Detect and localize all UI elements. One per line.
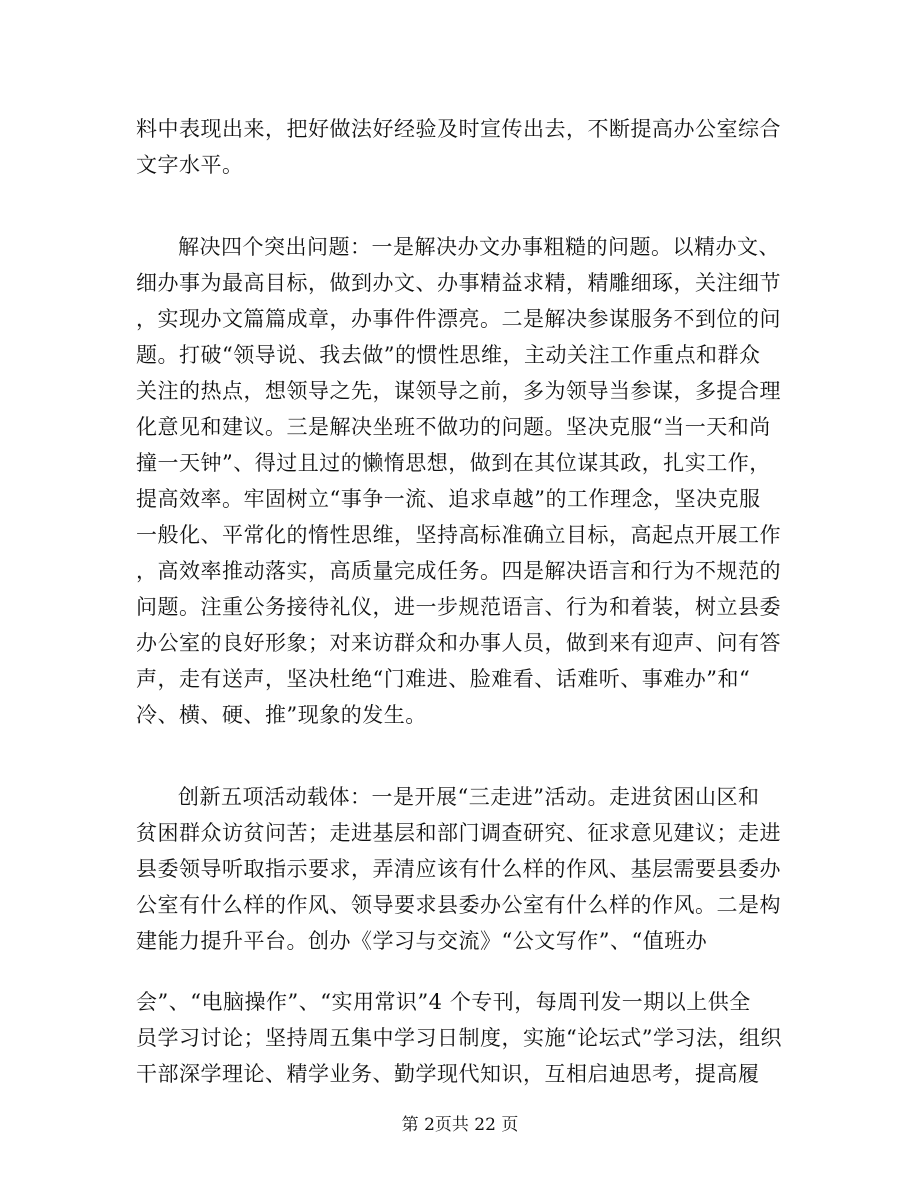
paragraph-line: 题。打破“领导说、我去做”的惯性思维，主动关注工作重点和群众 <box>136 343 761 367</box>
paragraph-line: 关注的热点，想领导之先，谋领导之前，多为领导当参谋，多提合理 <box>136 379 781 403</box>
paragraph-line: 会”、“电脑操作”、“实用常识”4 个专刊，每周刊发一期以上供全 <box>136 990 751 1014</box>
paragraph-line: 提高效率。牢固树立“事争一流、追求卓越”的工作理念，坚决克服 <box>136 487 761 511</box>
paragraph-line: 办公室的良好形象；对来访群众和办事人员，做到来有迎声、问有答 <box>136 631 781 655</box>
paragraph-line: 问题。注重公务接待礼仪，进一步规范语言、行为和着装，树立县委 <box>136 595 781 619</box>
paragraph-line: 公室有什么样的作风、领导要求县委办公室有什么样的作风。二是构 <box>136 893 781 917</box>
paragraph-line: 建能力提升平台。创办《学习与交流》“公文写作”、“值班办 <box>136 929 708 953</box>
paragraph-line: 声，走有送声，坚决杜绝“门难进、脸难看、话难听、事难办”和“ <box>136 667 751 691</box>
footer-prefix: 第 <box>401 1115 425 1135</box>
paragraph-line: 料中表现出来，把好做法好经验及时宣传出去，不断提高办公室综合 <box>136 117 781 141</box>
paragraph-line: 员学习讨论；坚持周五集中学习日制度，实施“论坛式”学习法，组织 <box>136 1026 782 1050</box>
total-page-count: 22 <box>474 1115 496 1135</box>
footer-suffix: 页 <box>495 1115 519 1135</box>
paragraph-line: 创新五项活动载体：一是开展“三走进”活动。走进贫困山区和 <box>178 785 760 809</box>
paragraph-line: 冷、横、硬、推”现象的发生。 <box>136 703 427 727</box>
page-footer <box>0 1113 920 1137</box>
footer-middle: 页共 <box>434 1115 475 1135</box>
paragraph-line: ，实现办文篇篇成章，办事件件漂亮。二是解决参谋服务不到位的问 <box>136 307 781 331</box>
paragraph-line: 化意见和建议。三是解决坐班不做功的问题。坚决克服“当一天和尚 <box>136 415 771 439</box>
paragraph-line: 干部深学理论、精学业务、勤学现代知识，互相启迪思考，提高履 <box>136 1062 760 1086</box>
paragraph-line: ，高效率推动落实，高质量完成任务。四是解决语言和行为不规范的 <box>136 559 781 583</box>
paragraph-line: 撞一天钟”、得过且过的懒惰思想，做到在其位谋其政，扎实工作， <box>136 451 771 475</box>
paragraph-line: 一般化、平常化的惰性思维，坚持高标准确立目标，高起点开展工作 <box>136 523 781 547</box>
paragraph-line: 解决四个突出问题：一是解决办文办事粗糙的问题。以精办文、 <box>178 235 780 259</box>
paragraph-line: 细办事为最高目标，做到办文、办事精益求精，精雕细琢，关注细节 <box>136 271 781 295</box>
paragraph-line: 贫困群众访贫问苦；走进基层和部门调查研究、征求意见建议；走进 <box>136 821 781 845</box>
paragraph-line: 县委领导听取指示要求，弄清应该有什么样的作风、基层需要县委办 <box>136 857 781 881</box>
paragraph-line: 文字水平。 <box>136 153 244 177</box>
current-page-number: 2 <box>424 1115 435 1135</box>
